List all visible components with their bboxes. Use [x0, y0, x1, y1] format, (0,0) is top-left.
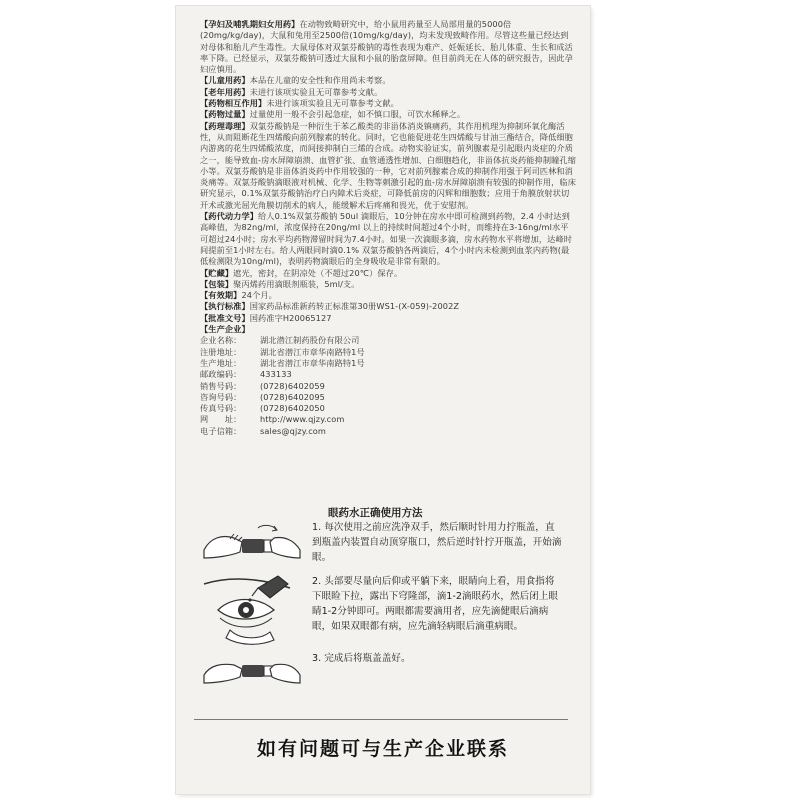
section-heading: 【药物相互作用】 [200, 98, 267, 109]
company-value: http://www.qjzy.com [260, 414, 345, 425]
footer-contact-note: 如有问题可与生产企业联系 [256, 738, 509, 760]
company-value: (0728)6402050 [260, 403, 325, 414]
section-expiry [200, 290, 576, 301]
company-label: 邮政编码： [200, 369, 242, 380]
section-storage [200, 268, 576, 279]
company-label: 销售号码： [200, 380, 242, 391]
section-interactions [200, 98, 576, 109]
section-body: 国家药品标准新药转正标准第30册WS1-(X-059)-2002Z [249, 301, 460, 312]
company-value: (0728)6402095 [260, 391, 325, 402]
section-body: 聚丙烯药用滴眼剂瓶装，5ml/支。 [233, 278, 360, 289]
section-package [200, 279, 576, 290]
company-label: 网 址： [200, 414, 242, 425]
company-value: 433133 [260, 369, 292, 380]
company-row [200, 335, 576, 346]
company-value: sales@qjzy.com [260, 425, 326, 436]
twist-cap-icon [200, 520, 304, 568]
close-cap-icon [200, 651, 304, 689]
section-heading: 【贮藏】 [200, 267, 234, 278]
instruction-step-3: 3. 完成后将瓶盖盖好。 [312, 653, 411, 664]
section-heading: 【生产企业】 [200, 324, 250, 335]
section-body: 未进行该项实验且无可靠参考文献。 [249, 86, 383, 97]
section-heading: 【药物过量】 [200, 109, 250, 120]
company-info [200, 335, 576, 437]
section-body: 本品在儿童的安全性和作用尚未考察。 [249, 75, 391, 86]
section-body: 未进行该项实验且无可靠参考文献。 [266, 98, 399, 109]
section-standard [200, 301, 576, 312]
company-value: 湖北省潜江市章华南路特1号 [260, 346, 365, 357]
company-value: (0728)6402059 [260, 380, 325, 391]
company-row [200, 381, 576, 392]
section-pregnancy [200, 19, 576, 75]
company-value: 湖北省潜江市章华南路特1号 [260, 357, 365, 368]
section-heading: 【儿童用药】 [200, 75, 250, 86]
section-heading: 【有效期】 [200, 290, 242, 301]
company-label: 生产地址： [200, 357, 242, 368]
company-value: 湖北潜江制药股份有限公司 [260, 335, 360, 346]
company-row [200, 414, 576, 425]
instruction-step-1: 1. 每次使用之前应洗净双手，然后顺时针用力拧瓶盖，直到瓶盖内装置自动顶穿瓶口，然后逆时针拧开瓶盖，开始滴眼。 [312, 522, 562, 563]
section-elderly [200, 87, 576, 98]
section-pharmacokinetics [200, 211, 576, 267]
section-body: 国药准字H20065127 [249, 312, 332, 323]
company-row [200, 392, 576, 403]
section-heading: 【药理毒理】 [200, 120, 250, 131]
section-heading: 【包装】 [200, 278, 234, 289]
section-heading: 【孕妇及哺乳期妇女用药】 [200, 19, 300, 29]
company-label: 电子信箱： [200, 425, 242, 436]
instruction-step-2: 2. 头部要尽量向后仰或平躺下来，眼睛向上看，用食指将下眼睑下拉，露出下穹隆部，滴1-2滴眼药水，然后闭上眼睛1-2分钟即可。两眼都需要滴用者，应先滴健眼后滴病眼，如果双眼都有病，应先滴轻病眼后滴重病眼。 [312, 576, 558, 632]
company-row [200, 347, 576, 358]
company-row [200, 369, 576, 380]
footer-divider [194, 719, 568, 720]
company-label: 注册地址： [200, 346, 242, 357]
section-heading: 【药代动力学】 [200, 211, 259, 222]
eye-drop-icon [200, 574, 304, 646]
company-row [200, 358, 576, 369]
company-row [200, 403, 576, 414]
leaflet-text [200, 19, 576, 437]
section-heading: 【批准文号】 [200, 312, 250, 323]
company-label: 企业名称： [200, 335, 242, 346]
section-body: 过量使用一般不会引起急症，如不慎口服，可饮水稀释之。 [249, 109, 466, 120]
section-approval [200, 313, 576, 324]
section-body: 24个月。 [241, 290, 277, 301]
section-heading: 【老年用药】 [200, 86, 250, 97]
section-body: 在动物致畸研究中，给小鼠用药量至人局部用量的5000倍(20mg/kg/day)，大鼠和兔用至2500倍(10mg/kg/day)，均未发现致畸作用。尽管这些量已经达到对母体和胎儿产生毒性。大鼠母体对双氯芬酸钠的毒性表现为难产、妊娠延长、胎儿体重、生长和成活率下降。已经显示，双氯芬酸钠可透过大鼠和小鼠的胎盘屏障。但目前尚无在人体的研究报告，因此孕妇应慎用。 [200, 19, 573, 75]
section-body: 双氯芬酸钠是一种衍生于苯乙酸类的非甾体消炎镇痛药，其作用机理为抑制环氧化酶活性，从而阻断花生四烯酸向前列腺素的转化。同时，它也能促进花生四烯酸与甘油三酯结合，降低细胞内游离的花生四烯酸浓度，而间接抑制白三烯的合成。动物实验证实，前列腺素是引起眼内炎症的介质之一，能导致血-房水屏障崩溃、血管扩张、血管通透性增加、白细胞趋化，非甾体抗炎药能抑制瞳孔缩小等。双氯芬酸钠是非甾体消炎药中作用较强的一种，它对前列腺素合成的抑制作用强于阿司匹林和消炎痛等。双氯芬酸钠滴眼液对机械、化学、生物等刺激引起的血-房水屏障崩溃有较强的抑制作用，临床研究显示，0.1%双氯芬酸钠治疗白内障术后炎症，可降低前房的闪辉和细胞数；应用于角膜放射状切开术或激光屈光角膜切削术的病人，能缓解术后疼痛和畏光，优于安慰剂。 [200, 120, 576, 210]
section-children [200, 75, 576, 86]
section-body: 遮光，密封，在阴凉处（不超过20℃）保存。 [233, 267, 403, 278]
section-pharmacology [200, 121, 576, 211]
section-heading: 【执行标准】 [200, 301, 250, 312]
company-row [200, 426, 576, 437]
instructions-title: 眼药水正确使用方法 [328, 507, 423, 519]
section-overdose [200, 109, 576, 120]
section-manufacturer [200, 324, 576, 335]
company-label: 传真号码： [200, 403, 242, 414]
company-label: 咨询号码： [200, 391, 242, 402]
section-body: 给人0.1%双氯芬酸钠 50ul 滴眼后，10分钟在房水中即可检测到药物，2.4 小时达到高峰值，为82ng/ml，浓度保持在20ng/ml 以上的持续时间超过4个小时，而维持在3-16ng/ml水平可超过24小时；房水平均药物滞留时间为7.4小时。如果一次滴眼多滴，房水药物水平将增加，达峰时间提前至1小时左右。给人两眼同时滴0.1% 双氯芬酸钠各两滴后，4个小时内未检测到血浆内药物(最低检测限为10ng/ml)，表明药物滴眼后的全身吸收是非常有限的。 [200, 211, 573, 267]
